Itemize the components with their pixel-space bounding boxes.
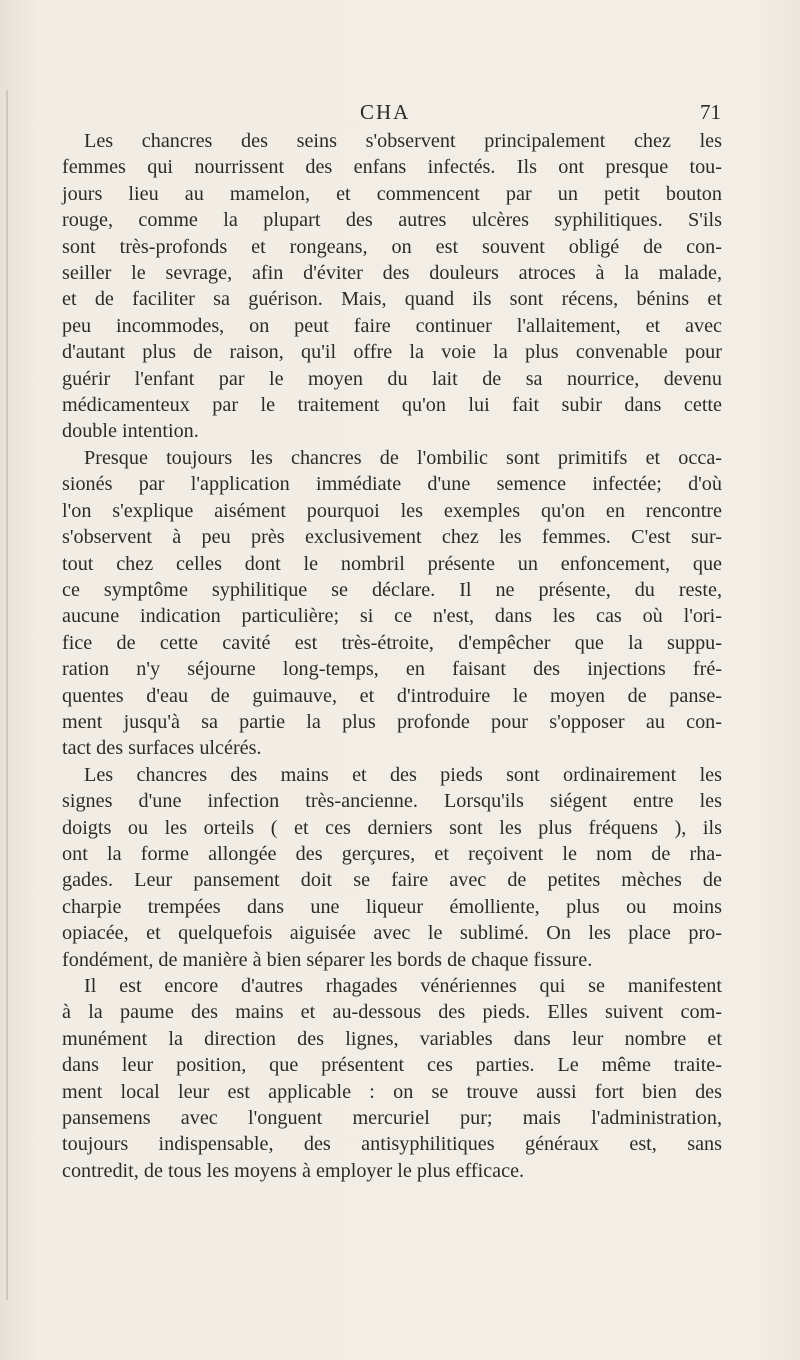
text-line: opiacée, et quelquefois aiguisée avec le sublimé. On les place pro-	[62, 922, 722, 945]
text-line: tact des surfaces ulcérés.	[62, 737, 262, 760]
text-line: peu incommodes, on peut faire continuer l'allaitement, et avec	[62, 314, 722, 337]
text-line: fondément, de manière à bien séparer les bords de chaque fissure.	[62, 948, 593, 971]
text-line: à la paume des mains et au-dessous des pieds. Elles suivent com-	[62, 1001, 722, 1024]
text-line: Presque toujours les chancres de l'ombilic sont primitifs et occa-	[84, 446, 722, 469]
page-edge-line	[6, 90, 8, 1300]
text-line: ment local leur est applicable : on se trouve aussi fort bien des	[62, 1080, 722, 1103]
text-line: rouge, comme la plupart des autres ulcères syphilitiques. S'ils	[62, 209, 722, 232]
text-line: pansemens avec l'onguent mercuriel pur; mais l'administration,	[62, 1107, 722, 1130]
text-line: gades. Leur pansement doit se faire avec de petites mèches de	[62, 869, 722, 892]
text-line: ont la forme allongée des gerçures, et reçoivent le nom de rha-	[62, 842, 722, 865]
paragraph-hand-foot-chancres	[62, 762, 722, 973]
page-number: 71	[700, 100, 721, 124]
page-header	[60, 100, 740, 130]
paragraph-umbilical-chancres	[62, 445, 722, 762]
text-line: munément la direction des lignes, variables dans leur nombre et	[62, 1027, 722, 1050]
text-line: ration n'y séjourne long-temps, en faisant des injections fré-	[62, 658, 722, 681]
text-line: quentes d'eau de guimauve, et d'introduire le moyen de panse-	[62, 684, 722, 707]
text-line: femmes qui nourrissent des enfans infectés. Ils ont presque tou-	[62, 156, 722, 179]
paragraph-rhagades	[62, 973, 722, 1184]
text-line: sont très-profonds et rongeans, on est souvent obligé de con-	[62, 235, 722, 258]
text-line: seiller le sevrage, afin d'éviter des douleurs atroces à la malade,	[62, 262, 722, 285]
text-line: aucune indication particulière; si ce n'est, dans les cas où l'ori-	[62, 605, 722, 628]
text-line: fice de cette cavité est très-étroite, d'empêcher que la suppu-	[62, 631, 722, 654]
text-line: Les chancres des seins s'observent principalement chez les	[84, 130, 722, 152]
text-line: doigts ou les orteils ( et ces derniers sont les plus fréquens ), ils	[62, 816, 722, 839]
text-line: double intention.	[62, 420, 199, 443]
text-line: dans leur position, que présentent ces parties. Le même traite-	[62, 1054, 722, 1077]
text-line: s'observent à peu près exclusivement chez les femmes. C'est sur-	[62, 526, 722, 549]
text-line: l'on s'explique aisément pourquoi les exemples qu'on en rencontre	[62, 499, 722, 522]
text-line: guérir l'enfant par le moyen du lait de sa nourrice, devenu	[62, 367, 722, 390]
text-line: tout chez celles dont le nombril présente un enfoncement, que	[62, 552, 722, 575]
body-text	[62, 128, 722, 1184]
text-line: signes d'une infection très-ancienne. Lorsqu'ils siégent entre les	[62, 790, 722, 813]
text-line: jours lieu au mamelon, et commencent par un petit bouton	[62, 182, 722, 205]
text-line: d'autant plus de raison, qu'il offre la voie la plus convenable pour	[62, 341, 722, 364]
text-line: Il est encore d'autres rhagades vénériennes qui se manifestent	[84, 975, 722, 997]
running-head: CHA	[360, 100, 411, 124]
text-line: sionés par l'application immédiate d'une semence infectée; d'où	[62, 473, 722, 496]
text-line: médicamenteux par le traitement qu'on lui fait subir dans cette	[62, 394, 722, 417]
text-line: toujours indispensable, des antisyphilitiques généraux est, sans	[62, 1133, 722, 1156]
text-line: ce symptôme syphilitique se déclare. Il ne présente, du reste,	[62, 578, 722, 601]
text-line: et de faciliter sa guérison. Mais, quand ils sont récens, bénins et	[62, 288, 722, 311]
paragraph-breast-chancres	[62, 128, 722, 445]
text-line: charpie trempées dans une liqueur émolliente, plus ou moins	[62, 895, 722, 918]
text-line: ment jusqu'à sa partie la plus profonde pour s'opposer au con-	[62, 710, 722, 733]
text-line: Les chancres des mains et des pieds sont ordinairement les	[84, 763, 722, 786]
text-line: contredit, de tous les moyens à employer le plus efficace.	[62, 1159, 525, 1182]
